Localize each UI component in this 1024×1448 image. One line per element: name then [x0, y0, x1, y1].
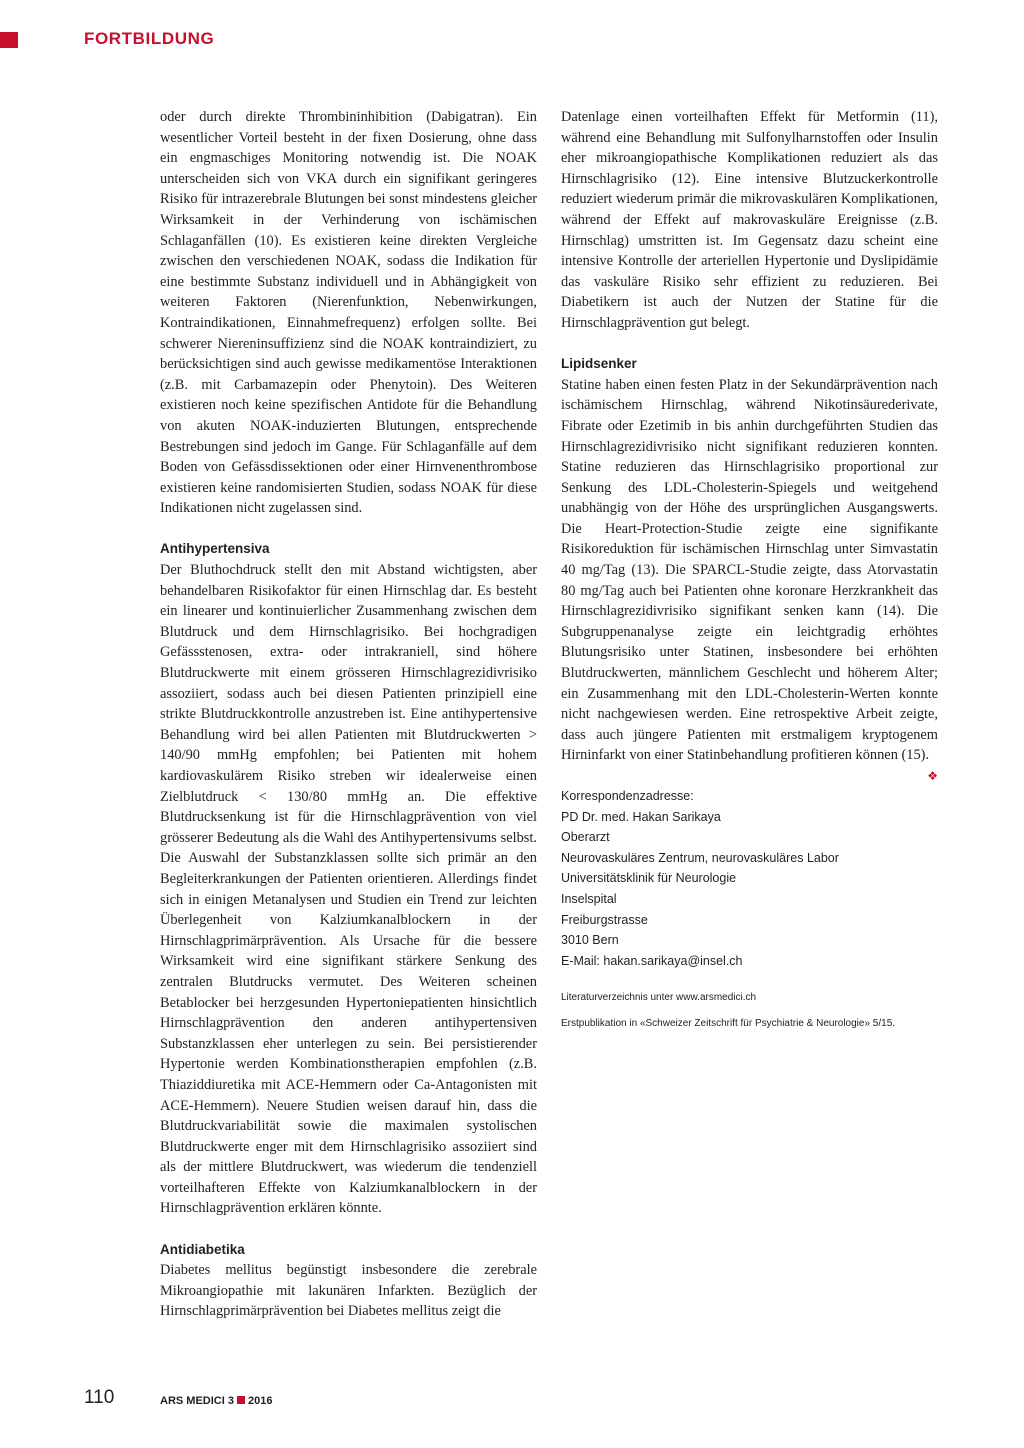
right-column — [561, 107, 938, 1031]
page-number: 110 — [84, 1387, 115, 1408]
contact-line: PD Dr. med. Hakan Sarikaya — [561, 809, 721, 824]
intro-paragraph: oder durch direkte Thrombininhibition (Dabigatran). Ein wesentlicher Vorteil besteht in der fixen Dosierung, ohne dass ein engmaschiges Monitoring notwendig ist. Die NOAK unterscheiden sich von VKA durch ein signifikant geringeres Risiko für intrazerebrale Blutungen bei sonst mindestens gleicher Wirksamkeit in der Verhinderung von ischämischen Schlaganfällen (10). Es existieren keine direkten Vergleiche zwischen den verschiedenen NOAK, sodass die Indikation für eine bestimmte Substanz individuell und in Abhängigkeit von weiteren Faktoren (Nierenfunktion, Nebenwirkungen, Kontraindikationen, Einnahmefrequenz) erfolgen sollte. Bei schwerer Niereninsuffizienz sind die NOAK kontraindiziert, zu berücksichtigen sind auch gewisse medikamentöse Interaktionen (z.B. mit Carbamazepin oder Phenytoin). Des Weiteren existieren noch keine spezifischen Antidote für die Behandlung von akuten NOAK-induzierten Blutungen, entsprechende Bestrebungen sind jedoch im Gange. Für Schlaganfälle auf dem Boden von Gefässdissektionen oder einer Hirnvenenthrombose existieren keine randomisierten Studien, sodass NOAK für diese Indikationen nicht zugelassen sind. — [160, 109, 537, 517]
contact-line: Inselspital — [561, 891, 617, 906]
contact-line: Freiburgstrasse — [561, 912, 648, 927]
antihypertensiva-heading: Antihypertensiva — [160, 541, 270, 557]
antidiabetika-heading: Antidiabetika — [160, 1241, 245, 1257]
footer-marker-square — [237, 1396, 245, 1404]
contact-email: E-Mail: hakan.sarikaya@insel.ch — [561, 953, 743, 968]
continuation-paragraph: Datenlage einen vorteilhaften Effekt für Metformin (11), während eine Behandlung mit Sulfonylharnstoffen oder Insulin eher mikroangiopathische Komplikationen reduziert als das Hirnschlagrisiko (12). Eine intensive Blutzuckerkontrolle reduziert wiederum primär die mikrovaskulären Komplikationen, während der Effekt auf makrovaskuläre Ereignisse (z.B. Hirnschlag) umstritten ist. Im Gegensatz dazu scheint eine intensive Kontrolle der arteriellen Hypertonie und Dyslipidämie das vaskuläre Risiko sehr effizient zu reduzieren. Bei Diabetikern ist auch der Nutzen der Statine für die Hirnschlagprävention gut belegt. — [561, 109, 938, 331]
footer-journal-info — [160, 1395, 272, 1407]
article-end-mark-icon: ❖ — [927, 769, 938, 783]
section-title: FORTBILDUNG — [84, 29, 215, 48]
antihypertensiva-paragraph: Der Bluthochdruck stellt den mit Abstand wichtigsten, aber behandelbaren Risikofaktor für einen Hirnschlag dar. Es besteht ein linearer und kontinuierlicher Zusammenhang zwischen dem Blutdruck und dem Hirnschlagrisiko. Bei hochgradigen Gefässstenosen, extra- oder intrakraniell, sind höhere Blutdruckwerte mit einem grösseren Hirnschlagrezidivrisiko assoziiert, sodass auch bei diesen Patienten prinzipiell eine strikte Blutdruckkontrolle anzustreben ist. Eine antihypertensive Behandlung wird bei allen Patienten mit Blutdruckwerten > 140/90 mmHg empfohlen; bei Patienten mit hohem kardiovaskulärem Risiko streben wir idealerweise einen Zielblutdruck < 130/80 mmHg an. Die effektive Blutdrucksenkung ist für die Hirnschlagprävention von viel grösserer Bedeutung als die Wahl des Antihypertensivums selbst. Die Auswahl der Substanzklassen sollte sich primär an den Begleiterkrankungen der Patienten orientieren. Allerdings findet sich in einigen Metanalysen und Studien ein Trend zur leichten Überlegenheit von Kalziumkanalblockern in der Hirnschlagprimärprävention. Als Ursache für die bessere Wirksamkeit wird eine signifikant stärkere Senkung des zentralen Blutdrucks vermutet. Des Weiteren scheinen Betablocker bei herzgesunden Hypertoniepatienten hinsichtlich Hirnschlagprävention den anderen antihypertensiven Substanzklassen eher unterlegen zu sein. Bei persistierender Hypertonie werden Kombinationstherapien empfohlen (z.B. Thiaziddiuretika mit ACE-Hemmern oder Ca-Antagonisten mit ACE-Hemmern). Neuere Studien weisen darauf hin, dass die Blutdruckvariabilität sowie die maximalen systolischen Blutdruckwerte enger mit dem Hirnschlagrisiko assoziiert sind als der mittlere Blutdruckwert, was wiederum die tendenziell vorteilhafteren Effekte von Kalziumkanalblockern in der Hirnschlagprävention erklären könnte. — [160, 562, 537, 1217]
lipidsenker-heading: Lipidsenker — [561, 356, 637, 372]
contact-line: Universitätsklinik für Neurologie — [561, 871, 737, 886]
contact-line: 3010 Bern — [561, 933, 619, 948]
literature-note: Literaturverzeichnis unter www.arsmedici.ch — [561, 992, 757, 1004]
lipidsenker-text: Statine haben einen festen Platz in der Sekundärprävention nach ischämischem Hirnschlag, während Nikotinsäurederivate, Fibrate oder Ezetimib in bis anhin durchgeführten Studien das Hirnschlagrezidivrisiko nicht signifikant reduzieren konnten. Statine reduzieren das Hirnschlagrisiko proportional zur Senkung des LDL-Cholesterin-Spiegels und weitgehend unabhängig von der Höhe des ursprünglichen Ausgangswerts. Die Heart-Protection-Studie zeigte eine signifikante Risikoreduktion für ischämischen Hirnschlag unter Simvastatin 40 mg/Tag (13). Die SPARCL-Studie zeigte, dass Atorvastatin 80 mg/Tag auch bei Patienten ohne koronare Herzkrankheit das Hirnschlagrezidivrisiko signifikant senken kann (14). Die Subgruppenanalyse zeigte ein leichtgradig erhöhtes Blutungsrisiko unter Statinen, insbesondere bei erhöhten Blutdruckwerten, männlichem Geschlecht und höherem Alter; ein Zusammenhang mit den LDL-Cholesterin-Werten konnte nicht nachgewiesen werden. Eine retrospektive Arbeit zeigte, dass auch jüngere Patienten mit erstmaligem kryptogenem Hirninfarkt von einer Statinbehandlung profitieren können (15). — [561, 376, 938, 764]
publication-note: Erstpublikation in «Schweizer Zeitschrift für Psychiatrie & Neurologie» 5/15. — [561, 1018, 896, 1030]
section-marker-square — [0, 32, 18, 48]
contact-line: Neurovaskuläres Zentrum, neurovaskuläres Labor — [561, 850, 839, 865]
journal-issue: ARS MEDICI 3 — [160, 1395, 234, 1407]
lipidsenker-paragraph — [561, 375, 938, 783]
antidiabetika-paragraph: Diabetes mellitus begünstigt insbesondere die zerebrale Mikroangiopathie mit lakunären Infarkten. Bezüglich der Hirnschlagprimärprävention bei Diabetes mellitus zeigt die — [160, 1262, 537, 1320]
contact-line: Korrespondenzadresse: — [561, 789, 694, 803]
journal-year: 2016 — [247, 1395, 273, 1407]
contact-line: Oberarzt — [561, 830, 610, 845]
left-column — [160, 107, 537, 1322]
correspondence-address — [561, 786, 938, 971]
